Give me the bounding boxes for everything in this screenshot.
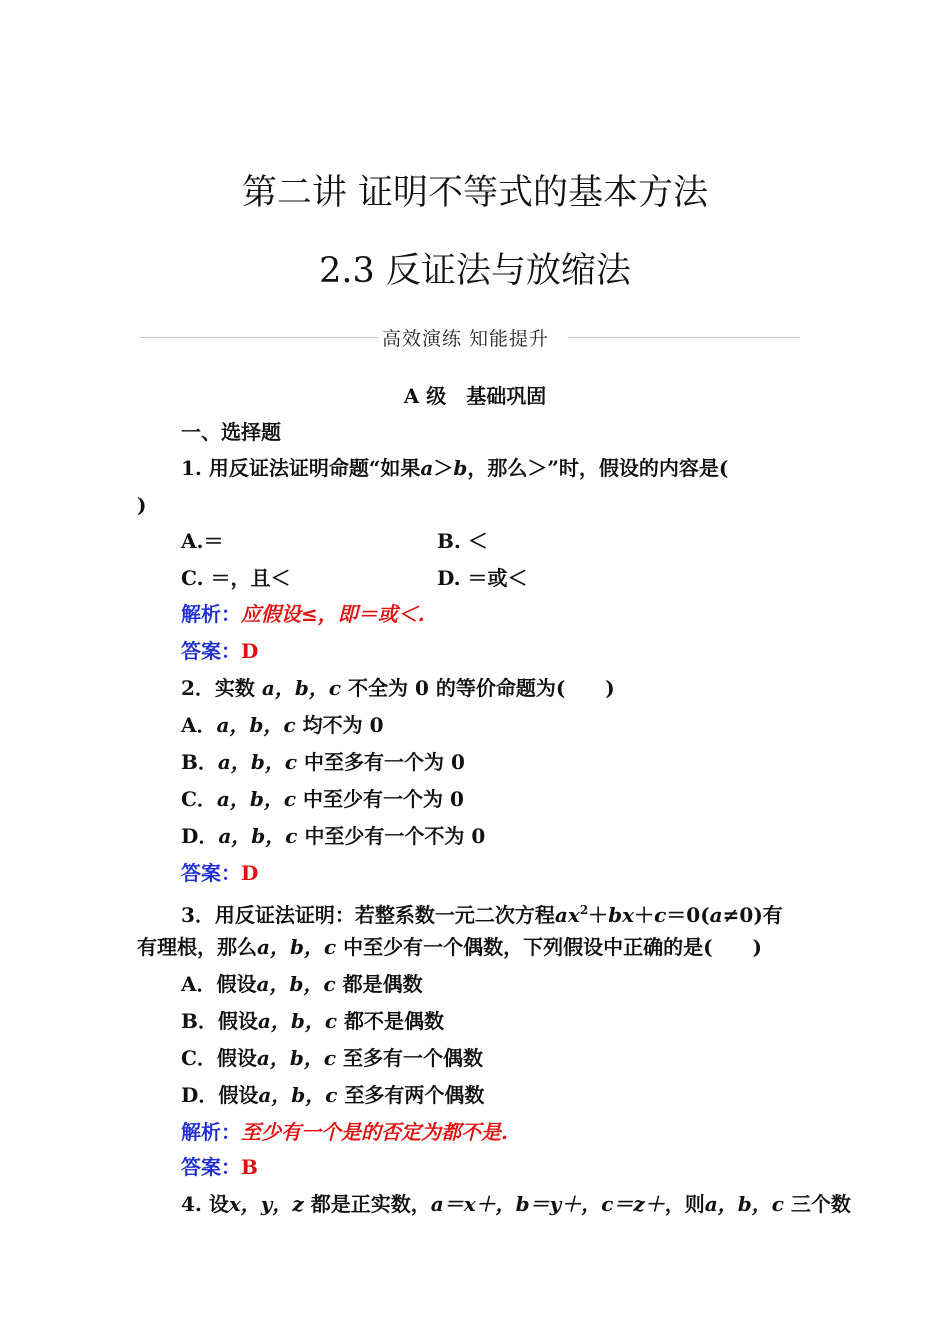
q2-text-b: 不全为 0 的等价命题为( ) <box>347 676 615 700</box>
q3-answer <box>181 1154 258 1180</box>
q1-option-c: C. ＝，且＜ <box>181 566 291 590</box>
q2-answer-label: 答案： <box>181 861 241 885</box>
divider-right <box>568 337 800 338</box>
q1-answer-label: 答案： <box>181 639 241 663</box>
q1-var-b: b <box>453 456 468 480</box>
q4-text-d: 三个数 <box>790 1192 851 1216</box>
q1-option-a: A.＝ <box>181 529 224 553</box>
q3-eq-a: a <box>709 903 723 927</box>
q4-text-b: 都是正实数， <box>310 1192 431 1216</box>
q1-analysis <box>181 601 425 627</box>
q2-option-c <box>181 786 464 812</box>
q3-eq-bx: bx <box>608 903 635 927</box>
q3-eq-c: c <box>654 903 667 927</box>
q3-analysis-label: 解析： <box>181 1120 241 1144</box>
section-heading: 一、选择题 <box>181 420 281 444</box>
q3-opt-a-vars: a，b，c <box>256 972 336 996</box>
q3-text-a: 用反证法证明：若整系数一元二次方程 <box>214 903 555 927</box>
q3-eq-plus-2: ＋ <box>634 903 655 927</box>
q1-option-d: D. ＝或＜ <box>437 566 528 590</box>
q2-opt-c-vars: a，b，c <box>216 787 297 811</box>
q2-option-b <box>181 749 465 775</box>
q3-opt-d-label: D．假设 <box>181 1083 259 1107</box>
question-1 <box>181 455 728 481</box>
q2-answer-value: D <box>241 861 259 885</box>
q1-close-paren: ) <box>137 493 147 517</box>
q3-line2-text-b: 中至少有一个偶数，下列假设中正确的是( ) <box>343 935 763 959</box>
q1-answer <box>181 638 258 664</box>
q1-analysis-text: 应假设≤，即＝或＜. <box>241 602 425 626</box>
chapter-title: 第二讲 证明不等式的基本方法 <box>241 173 709 213</box>
q2-answer <box>181 860 258 886</box>
q2-number: 2． <box>181 676 215 700</box>
q3-analysis-text: 至少有一个是的否定为都不是. <box>241 1120 508 1144</box>
q4-number: 4. <box>181 1192 202 1216</box>
q4-defs: a＝x＋，b＝y＋，c＝z＋ <box>430 1192 665 1216</box>
question-2 <box>181 675 615 701</box>
q3-line2-text-a: 有理根，那么 <box>137 935 257 959</box>
q3-opt-c-vars: a，b，c <box>256 1046 337 1070</box>
q2-opt-d-label: D． <box>181 824 219 848</box>
q3-option-a <box>181 971 423 997</box>
q2-opt-c-label: C． <box>181 787 217 811</box>
level-heading: A 级 基础巩固 <box>403 384 547 408</box>
q2-option-d <box>181 823 485 849</box>
q2-text-a: 实数 <box>214 676 255 700</box>
q3-eq-equals: ＝0( <box>666 903 710 927</box>
q2-opt-a-vars: a，b，c <box>216 713 296 737</box>
q3-line-2 <box>137 934 762 960</box>
q2-opt-d-text: 中至少有一个不为 0 <box>304 824 486 848</box>
q4-text-a: 设 <box>208 1192 229 1216</box>
q3-opt-d-vars: a，b，c <box>258 1083 338 1107</box>
q3-number: 3． <box>181 903 215 927</box>
question-3 <box>181 897 783 928</box>
q3-opt-b-label: B．假设 <box>181 1009 258 1033</box>
q1-text-a: 用反证法证明命题“如果 <box>208 456 421 480</box>
q4-abc: a，b，c <box>704 1192 784 1216</box>
q3-opt-d-text: 至多有两个偶数 <box>344 1083 485 1107</box>
q3-opt-a-text: 都是偶数 <box>342 972 423 996</box>
divider-left <box>140 337 378 338</box>
q3-opt-c-text: 至多有一个偶数 <box>343 1046 484 1070</box>
q1-option-b: B. ＜ <box>437 529 488 553</box>
q3-answer-label: 答案： <box>181 1155 241 1179</box>
q2-opt-b-label: B． <box>181 750 218 774</box>
q1-text-b: ，那么＞”时，假设的内容是( <box>467 456 729 480</box>
q3-eq-plus-1: ＋ <box>588 903 609 927</box>
q3-analysis <box>181 1119 508 1145</box>
q3-opt-a-label: A．假设 <box>181 972 257 996</box>
q2-vars: a，b，c <box>261 676 342 700</box>
q2-opt-d-vars: a，b，c <box>218 824 298 848</box>
q3-answer-value: B <box>241 1155 258 1179</box>
q2-opt-c-text: 中至少有一个为 0 <box>303 787 464 811</box>
banner-label: 高效演练 知能提升 <box>382 328 550 350</box>
q3-opt-b-text: 都不是偶数 <box>344 1009 444 1033</box>
q1-var-a: a <box>420 456 434 480</box>
q3-opt-c-label: C．假设 <box>181 1046 257 1070</box>
q3-option-c <box>181 1045 483 1071</box>
q3-eq-ax: ax <box>554 903 580 927</box>
q3-line2-vars: a，b，c <box>257 935 337 959</box>
q2-opt-b-vars: a，b，c <box>217 750 298 774</box>
q2-option-a <box>181 712 384 738</box>
q3-eq-sup: 2 <box>579 903 589 917</box>
q4-text-c: ，则 <box>664 1192 705 1216</box>
q1-number: 1. <box>181 456 202 480</box>
q3-eq-tail: ≠0)有 <box>722 903 783 927</box>
q3-option-d <box>181 1082 484 1108</box>
q2-opt-a-text: 均不为 0 <box>302 713 384 737</box>
q3-option-b <box>181 1008 444 1034</box>
section-title: 2.3 反证法与放缩法 <box>319 251 631 291</box>
q1-gt: ＞ <box>433 456 454 480</box>
q1-analysis-label: 解析： <box>181 602 241 626</box>
q2-opt-a-label: A． <box>181 713 217 737</box>
q2-opt-b-text: 中至多有一个为 0 <box>304 750 465 774</box>
q4-xyz: x，y，z <box>228 1192 304 1216</box>
q1-answer-value: D <box>241 639 259 663</box>
question-4 <box>181 1191 851 1217</box>
q3-opt-b-vars: a，b，c <box>257 1009 338 1033</box>
